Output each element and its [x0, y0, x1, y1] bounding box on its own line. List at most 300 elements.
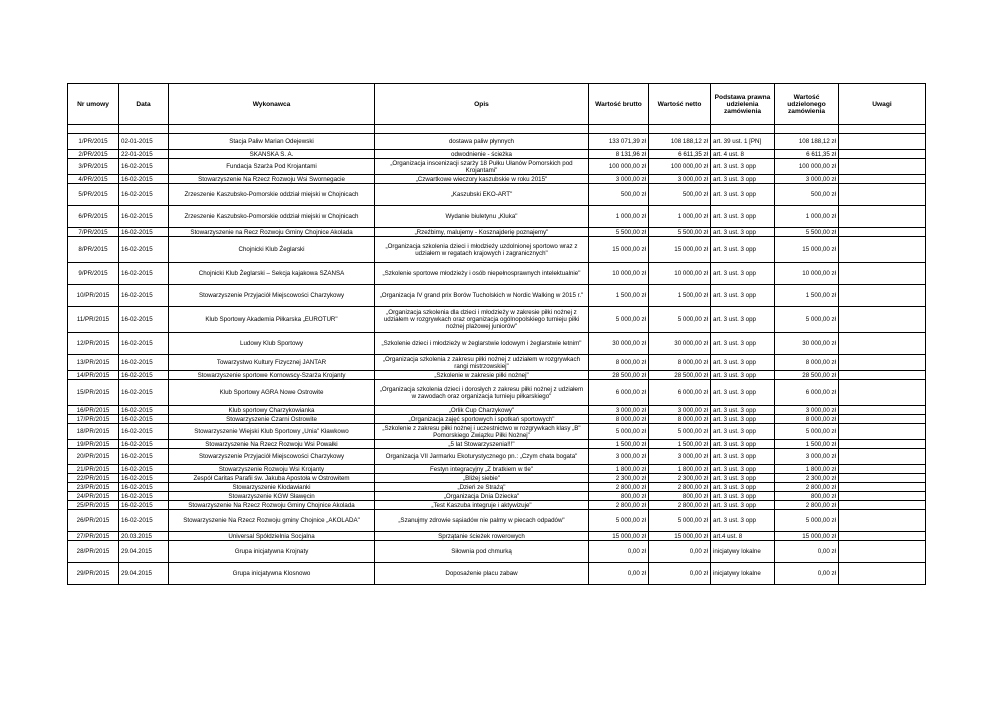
cell-wartosc-netto: 15 000,00 zł: [649, 237, 711, 263]
cell-wartosc-udzielonego: 28 500,00 zł: [775, 371, 839, 380]
cell-nr-umowy: 25/PR/2015: [68, 501, 119, 510]
table-row: [68, 532, 926, 541]
cell-uwagi: [839, 532, 926, 541]
cell-wartosc-brutto: 1 000,00 zł: [589, 206, 649, 228]
cell-nr-umowy: 19/PR/2015: [68, 440, 119, 449]
table-row: [68, 237, 926, 263]
cell-wykonawca: Stowarzyszenie Kłodawianki: [169, 483, 375, 492]
cell-podstawa-prawna: art. 3 ust. 3 opp: [711, 474, 775, 483]
cell-nr-umowy: 20/PR/2015: [68, 449, 119, 465]
cell-nr-umowy: 22/PR/2015: [68, 474, 119, 483]
cell-wartosc-netto: 1 500,00 zł: [649, 440, 711, 449]
cell-wartosc-netto: 500,00 zł: [649, 184, 711, 206]
header-opis: Opis: [375, 84, 589, 125]
cell-opis: Organizacja VII Jarmarku Ekoturystycznego pn.: „Czym chata bogata": [375, 449, 589, 465]
cell-data: 16-02-2015: [119, 424, 169, 440]
cell-opis: „Rzeźbimy, malujemy - Kosznajderię poznajemy": [375, 228, 589, 237]
cell-wykonawca: Stowarzyszenie Na Rzecz Rozwoju Wsi Swornegacie: [169, 175, 375, 184]
cell-wartosc-udzielonego: 5 000,00 zł: [775, 424, 839, 440]
cell-wartosc-brutto: 5 000,00 zł: [589, 510, 649, 532]
cell-uwagi: [839, 449, 926, 465]
cell-wartosc-udzielonego: 15 000,00 zł: [775, 237, 839, 263]
cell-podstawa-prawna: art. 3 ust. 3 opp: [711, 380, 775, 406]
cell-wykonawca: Stowarzyszenie Na Rzecz Rozwoju gminy Chojnice „AKOLADA": [169, 510, 375, 532]
cell-podstawa-prawna: art. 3 ust. 3 opp: [711, 355, 775, 371]
cell-data: 16-02-2015: [119, 355, 169, 371]
table-row: [68, 510, 926, 532]
cell-data: 16-02-2015: [119, 371, 169, 380]
cell-nr-umowy: 26/PR/2015: [68, 510, 119, 532]
cell-wartosc-brutto: 30 000,00 zł: [589, 333, 649, 355]
cell-wartosc-netto: 28 500,00 zł: [649, 371, 711, 380]
cell-wartosc-brutto: 8 000,00 zł: [589, 415, 649, 424]
cell-uwagi: [839, 424, 926, 440]
cell-opis: „Organizacja szkolenia dla dzieci i młodzieży w zakresie piłki nożnej z udziałem w rozgrywkach oraz organizacja ogólnopolskiego turnieju piłki nożnej plażowej juniorów": [375, 307, 589, 333]
table-row: [68, 263, 926, 285]
cell-wykonawca: Chojnicki Klub Żeglarski – Sekcja kajakowa SZANSA: [169, 263, 375, 285]
cell-wykonawca: Stacja Paliw Marian Odejewski: [169, 134, 375, 150]
cell-data: 16-02-2015: [119, 501, 169, 510]
cell-wartosc-brutto: 10 000,00 zł: [589, 263, 649, 285]
cell-wartosc-netto: 0,00 zł: [649, 541, 711, 563]
cell-wartosc-udzielonego: 500,00 zł: [775, 184, 839, 206]
cell-opis: „Organizacja szkolenia dzieci i dorosłych z zakresu piłki nożnej z udziałem w zawodach oraz organizacja turnieju piłkarskiego": [375, 380, 589, 406]
cell-uwagi: [839, 510, 926, 532]
cell-wartosc-udzielonego: 5 500,00 zł: [775, 228, 839, 237]
cell-nr-umowy: 17/PR/2015: [68, 415, 119, 424]
cell-wartosc-netto: 0,00 zł: [649, 563, 711, 585]
cell-nr-umowy: 29/PR/2015: [68, 563, 119, 585]
table-row: [68, 371, 926, 380]
cell-wartosc-brutto: 6 000,00 zł: [589, 380, 649, 406]
cell-opis: „Szkolenie dzieci i młodzieży w żeglarstwie lodowym i żeglarstwie letnim": [375, 333, 589, 355]
cell-opis: „Szkolenie w zakresie piłki nożnej": [375, 371, 589, 380]
cell-data: 16-02-2015: [119, 333, 169, 355]
table-row: [68, 159, 926, 175]
cell-wartosc-udzielonego: 3 000,00 zł: [775, 406, 839, 415]
cell-opis: „Orlik Cup Charzykowy": [375, 406, 589, 415]
cell-uwagi: [839, 159, 926, 175]
cell-wykonawca: Stowarzyszenie na Recz Rozwoju Gminy Chojnice Akolada: [169, 228, 375, 237]
cell-podstawa-prawna: art. 3 ust. 3 opp: [711, 371, 775, 380]
header-nr-umowy: Nr umowy: [68, 84, 119, 125]
cell-wartosc-netto: 3 000,00 zł: [649, 175, 711, 184]
cell-opis: „Czwartkowe wieczory kaszubskie w roku 2015": [375, 175, 589, 184]
cell-nr-umowy: 8/PR/2015: [68, 237, 119, 263]
cell-wartosc-brutto: 0,00 zł: [589, 541, 649, 563]
cell-wartosc-udzielonego: 30 000,00 zł: [775, 333, 839, 355]
cell-nr-umowy: 6/PR/2015: [68, 206, 119, 228]
cell-wartosc-udzielonego: 1 000,00 zł: [775, 206, 839, 228]
cell-podstawa-prawna: art. 3 ust. 3 opp: [711, 406, 775, 415]
cell-wartosc-netto: 1 500,00 zł: [649, 285, 711, 307]
cell-wykonawca: SKANSKA S. A.: [169, 150, 375, 159]
cell-wartosc-brutto: 2 800,00 zł: [589, 501, 649, 510]
cell-wykonawca: Klub Sportowy Akademia Piłkarska „EUROTUR": [169, 307, 375, 333]
cell-wykonawca: Grupa inicjatywna Klosnowo: [169, 563, 375, 585]
cell-data: 16-02-2015: [119, 406, 169, 415]
cell-opis: Doposażenie placu zabaw: [375, 563, 589, 585]
cell-uwagi: [839, 150, 926, 159]
cell-wartosc-udzielonego: 1 800,00 zł: [775, 465, 839, 474]
cell-wartosc-brutto: 15 000,00 zł: [589, 532, 649, 541]
table-row: [68, 228, 926, 237]
table-row: [68, 563, 926, 585]
cell-nr-umowy: 9/PR/2015: [68, 263, 119, 285]
cell-nr-umowy: 24/PR/2015: [68, 492, 119, 501]
cell-wartosc-brutto: 1 500,00 zł: [589, 285, 649, 307]
cell-data: 20.03.2015: [119, 532, 169, 541]
cell-nr-umowy: 4/PR/2015: [68, 175, 119, 184]
cell-wartosc-udzielonego: 3 000,00 zł: [775, 175, 839, 184]
cell-wartosc-netto: 2 300,00 zł: [649, 474, 711, 483]
cell-nr-umowy: 11/PR/2015: [68, 307, 119, 333]
cell-wykonawca: Zrzeszenie Kaszubsko-Pomorskie oddział miejski w Chojnicach: [169, 206, 375, 228]
cell-nr-umowy: 28/PR/2015: [68, 541, 119, 563]
cell-wartosc-udzielonego: 8 000,00 zł: [775, 355, 839, 371]
cell-data: 02-01-2015: [119, 134, 169, 150]
cell-data: 16-02-2015: [119, 449, 169, 465]
cell-podstawa-prawna: art. 3 ust. 3 opp: [711, 510, 775, 532]
cell-wykonawca: Stowarzyszenie Na Rzecz Rozwoju Wsi Powałki: [169, 440, 375, 449]
cell-wartosc-brutto: 100 000,00 zł: [589, 159, 649, 175]
cell-uwagi: [839, 175, 926, 184]
cell-opis: Festyn integracyjny „Z bratkiem w tle": [375, 465, 589, 474]
cell-podstawa-prawna: art. 3 ust. 3 opp: [711, 307, 775, 333]
table-row: [68, 355, 926, 371]
cell-wartosc-udzielonego: 100 000,00 zł: [775, 159, 839, 175]
contracts-sheet: [67, 83, 925, 585]
cell-uwagi: [839, 134, 926, 150]
cell-podstawa-prawna: art. 3 ust. 3 opp: [711, 415, 775, 424]
cell-data: 22-01-2015: [119, 150, 169, 159]
cell-opis: „5 lat Stowarzyszenia!!!": [375, 440, 589, 449]
cell-wartosc-brutto: 15 000,00 zł: [589, 237, 649, 263]
cell-opis: Sprzątanie ścieżek rowerowych: [375, 532, 589, 541]
cell-wykonawca: Stowarzyszenie Na Rzecz Rozwoju Gminy Chojnice Akolada: [169, 501, 375, 510]
cell-wartosc-udzielonego: 2 800,00 zł: [775, 483, 839, 492]
cell-nr-umowy: 1/PR/2015: [68, 134, 119, 150]
table-row: [68, 541, 926, 563]
cell-podstawa-prawna: art. 3 ust. 3 opp: [711, 285, 775, 307]
contracts-table: [67, 83, 926, 585]
cell-uwagi: [839, 541, 926, 563]
cell-wykonawca: Grupa inicjatywna Krojnaty: [169, 541, 375, 563]
cell-uwagi: [839, 465, 926, 474]
cell-wartosc-brutto: 5 000,00 zł: [589, 424, 649, 440]
cell-wartosc-brutto: 3 000,00 zł: [589, 406, 649, 415]
cell-wartosc-netto: 3 000,00 zł: [649, 449, 711, 465]
cell-wartosc-netto: 800,00 zł: [649, 492, 711, 501]
cell-nr-umowy: 18/PR/2015: [68, 424, 119, 440]
cell-wartosc-udzielonego: 800,00 zł: [775, 492, 839, 501]
cell-wartosc-netto: 5 000,00 zł: [649, 510, 711, 532]
cell-data: 16-02-2015: [119, 237, 169, 263]
cell-podstawa-prawna: inicjatywy lokalne: [711, 541, 775, 563]
header-wartosc-netto: Wartość netto: [649, 84, 711, 125]
cell-wartosc-udzielonego: 2 300,00 zł: [775, 474, 839, 483]
cell-opis: Wydanie biuletynu „Kluka": [375, 206, 589, 228]
cell-wartosc-netto: 15 000,00 zł: [649, 532, 711, 541]
cell-nr-umowy: 12/PR/2015: [68, 333, 119, 355]
cell-nr-umowy: 7/PR/2015: [68, 228, 119, 237]
cell-nr-umowy: 2/PR/2015: [68, 150, 119, 159]
cell-podstawa-prawna: inicjatywy lokalne: [711, 563, 775, 585]
cell-wartosc-brutto: 5 000,00 zł: [589, 307, 649, 333]
cell-uwagi: [839, 563, 926, 585]
cell-wartosc-netto: 10 000,00 zł: [649, 263, 711, 285]
cell-wykonawca: Stowarzyszenie Wiejski Klub Sportowy „Unia" Kławkowo: [169, 424, 375, 440]
cell-wartosc-udzielonego: 8 000,00 zł: [775, 415, 839, 424]
cell-podstawa-prawna: art. 3 ust. 3 opp: [711, 440, 775, 449]
cell-wartosc-brutto: 2 800,00 zł: [589, 483, 649, 492]
table-row: [68, 206, 926, 228]
table-row: [68, 333, 926, 355]
table-row: [68, 285, 926, 307]
cell-wartosc-netto: 6 611,35 zł: [649, 150, 711, 159]
cell-podstawa-prawna: art. 3 ust. 3 opp: [711, 483, 775, 492]
cell-wartosc-udzielonego: 1 500,00 zł: [775, 285, 839, 307]
cell-wartosc-netto: 1 000,00 zł: [649, 206, 711, 228]
cell-wartosc-brutto: 800,00 zł: [589, 492, 649, 501]
cell-wartosc-brutto: 0,00 zł: [589, 563, 649, 585]
cell-nr-umowy: 13/PR/2015: [68, 355, 119, 371]
spacer-row: [68, 125, 926, 134]
cell-data: 16-02-2015: [119, 380, 169, 406]
cell-podstawa-prawna: art.4 ust. 8: [711, 532, 775, 541]
cell-wartosc-netto: 8 000,00 zł: [649, 415, 711, 424]
cell-data: 29.04.2015: [119, 541, 169, 563]
cell-data: 16-02-2015: [119, 175, 169, 184]
cell-wartosc-netto: 1 800,00 zł: [649, 465, 711, 474]
cell-wartosc-brutto: 500,00 zł: [589, 184, 649, 206]
cell-podstawa-prawna: art. 3 ust. 3 opp: [711, 175, 775, 184]
cell-nr-umowy: 15/PR/2015: [68, 380, 119, 406]
cell-wykonawca: Universal Spółdzielnia Socjalna: [169, 532, 375, 541]
cell-nr-umowy: 23/PR/2015: [68, 483, 119, 492]
cell-uwagi: [839, 355, 926, 371]
cell-wykonawca: Stowarzyszenie sportowe Kornowscy-Szarża Krojanty: [169, 371, 375, 380]
cell-data: 16-02-2015: [119, 159, 169, 175]
cell-wykonawca: Stowarzyszenie Przyjaciół Miejscowości Charzykowy: [169, 449, 375, 465]
cell-uwagi: [839, 228, 926, 237]
cell-wartosc-brutto: 3 000,00 zł: [589, 449, 649, 465]
cell-uwagi: [839, 333, 926, 355]
table-row: [68, 465, 926, 474]
cell-uwagi: [839, 307, 926, 333]
cell-wartosc-netto: 2 800,00 zł: [649, 483, 711, 492]
cell-nr-umowy: 10/PR/2015: [68, 285, 119, 307]
cell-data: 16-02-2015: [119, 440, 169, 449]
cell-opis: odwodnienie - ścieżka: [375, 150, 589, 159]
cell-wartosc-netto: 5 000,00 zł: [649, 424, 711, 440]
cell-podstawa-prawna: art. 3 ust. 3 opp: [711, 228, 775, 237]
cell-wartosc-netto: 100 000,00 zł: [649, 159, 711, 175]
cell-wartosc-brutto: 28 500,00 zł: [589, 371, 649, 380]
cell-data: 16-02-2015: [119, 492, 169, 501]
cell-data: 16-02-2015: [119, 483, 169, 492]
cell-wartosc-udzielonego: 108 188,12 zł: [775, 134, 839, 150]
cell-data: 16-02-2015: [119, 263, 169, 285]
cell-podstawa-prawna: art. 3 ust. 3 opp: [711, 184, 775, 206]
cell-data: 16-02-2015: [119, 206, 169, 228]
cell-wartosc-udzielonego: 6 611,35 zł: [775, 150, 839, 159]
cell-podstawa-prawna: art. 3 ust. 3 opp: [711, 333, 775, 355]
cell-wartosc-brutto: 8 131,96 zł: [589, 150, 649, 159]
table-row: [68, 380, 926, 406]
cell-wartosc-udzielonego: 6 000,00 zł: [775, 380, 839, 406]
cell-wartosc-netto: 2 800,00 zł: [649, 501, 711, 510]
cell-data: 16-02-2015: [119, 465, 169, 474]
cell-wartosc-udzielonego: 0,00 zł: [775, 563, 839, 585]
cell-wartosc-udzielonego: 3 000,00 zł: [775, 449, 839, 465]
cell-wartosc-udzielonego: 0,00 zł: [775, 541, 839, 563]
cell-wartosc-brutto: 1 800,00 zł: [589, 465, 649, 474]
cell-uwagi: [839, 184, 926, 206]
cell-opis: „Organizacja szkolenia z zakresu piłki nożnej z udziałem w rozgrywkach rangi mistrzowskiej": [375, 355, 589, 371]
cell-nr-umowy: 16/PR/2015: [68, 406, 119, 415]
cell-opis: „Organizacja IV grand prix Borów Tucholskich w Nordic Walking w 2015 r.": [375, 285, 589, 307]
cell-uwagi: [839, 263, 926, 285]
cell-uwagi: [839, 206, 926, 228]
cell-nr-umowy: 21/PR/2015: [68, 465, 119, 474]
cell-nr-umowy: 14/PR/2015: [68, 371, 119, 380]
table-row: [68, 492, 926, 501]
cell-opis: Siłownia pod chmurką: [375, 541, 589, 563]
cell-wykonawca: Chojnicki Klub Żeglarski: [169, 237, 375, 263]
cell-nr-umowy: 3/PR/2015: [68, 159, 119, 175]
cell-opis: „Organizacja Dnia Dziecka": [375, 492, 589, 501]
header-wartosc-udzielonego: Wartość udzielonego zamówienia: [775, 84, 839, 125]
header-uwagi: Uwagi: [839, 84, 926, 125]
cell-opis: „Dzień ze Strażą": [375, 483, 589, 492]
cell-data: 16-02-2015: [119, 474, 169, 483]
cell-wartosc-udzielonego: 5 000,00 zł: [775, 510, 839, 532]
cell-wykonawca: Fundacja Szarża Pod Krojantami: [169, 159, 375, 175]
table-row: [68, 134, 926, 150]
cell-data: 16-02-2015: [119, 510, 169, 532]
cell-opis: „Szkolenie z zakresu piłki nożnej i uczestnictwo w rozgrywkach klasy „B" Pomorskiego Związku Piłki Nożnej": [375, 424, 589, 440]
cell-opis: „Organizacja szkolenia dzieci i młodzieży uzdolnionej sportowo wraz z udziałem w regatach krajowych i zagranicznych": [375, 237, 589, 263]
cell-podstawa-prawna: art. 3 ust. 3 opp: [711, 159, 775, 175]
cell-podstawa-prawna: art. 3 ust. 3 opp: [711, 465, 775, 474]
cell-podstawa-prawna: art. 4 ust. 8: [711, 150, 775, 159]
cell-wartosc-brutto: 3 000,00 zł: [589, 175, 649, 184]
header-row: [68, 84, 926, 125]
cell-wykonawca: Stowarzyszenie Czarni Ostrowite: [169, 415, 375, 424]
table-row: [68, 415, 926, 424]
cell-wartosc-brutto: 2 300,00 zł: [589, 474, 649, 483]
cell-data: 29.04.2015: [119, 563, 169, 585]
cell-wartosc-brutto: 133 071,39 zł: [589, 134, 649, 150]
table-row: [68, 184, 926, 206]
table-row: [68, 424, 926, 440]
cell-data: 16-02-2015: [119, 285, 169, 307]
header-data: Data: [119, 84, 169, 125]
cell-wykonawca: Stowarzyszenie Rozwoju Wsi Krojanty: [169, 465, 375, 474]
cell-podstawa-prawna: art. 3 ust. 3 opp: [711, 237, 775, 263]
cell-data: 16-02-2015: [119, 228, 169, 237]
cell-podstawa-prawna: art. 3 ust. 3 opp: [711, 501, 775, 510]
cell-uwagi: [839, 483, 926, 492]
cell-uwagi: [839, 237, 926, 263]
table-body: [68, 125, 926, 585]
cell-wykonawca: Zespół Caritas Parafii św. Jakuba Apostoła w Ostrowitem: [169, 474, 375, 483]
cell-wartosc-netto: 108 188,12 zł: [649, 134, 711, 150]
header-wartosc-brutto: Wartość brutto: [589, 84, 649, 125]
cell-data: 16-02-2015: [119, 307, 169, 333]
cell-podstawa-prawna: art. 3 ust. 3 opp: [711, 424, 775, 440]
cell-podstawa-prawna: art. 3 ust. 3 opp: [711, 263, 775, 285]
cell-uwagi: [839, 440, 926, 449]
cell-wartosc-udzielonego: 5 000,00 zł: [775, 307, 839, 333]
table-row: [68, 175, 926, 184]
table-row: [68, 449, 926, 465]
cell-opis: „Szkolenie sportowe młodzieży i osób niepełnosprawnych intelektualnie": [375, 263, 589, 285]
cell-wykonawca: Towarzystwo Kultury Fizycznej JANTAR: [169, 355, 375, 371]
cell-wartosc-udzielonego: 10 000,00 zł: [775, 263, 839, 285]
cell-wartosc-netto: 30 000,00 zł: [649, 333, 711, 355]
table-row: [68, 440, 926, 449]
table-row: [68, 501, 926, 510]
cell-opis: „Kaszubski EKO-ART": [375, 184, 589, 206]
cell-opis: dostawa paliw płynnych: [375, 134, 589, 150]
cell-wartosc-brutto: 5 500,00 zł: [589, 228, 649, 237]
cell-wartosc-netto: 6 000,00 zł: [649, 380, 711, 406]
cell-data: 16-02-2015: [119, 415, 169, 424]
cell-wykonawca: Zrzeszenie Kaszubsko-Pomorskie oddział miejski w Chojnicach: [169, 184, 375, 206]
table-row: [68, 474, 926, 483]
cell-uwagi: [839, 380, 926, 406]
cell-uwagi: [839, 285, 926, 307]
table-row: [68, 483, 926, 492]
cell-uwagi: [839, 415, 926, 424]
cell-podstawa-prawna: art. 3 ust. 3 opp: [711, 206, 775, 228]
cell-opis: „Test Kaszuba integruje i aktywizuje": [375, 501, 589, 510]
cell-nr-umowy: 27/PR/2015: [68, 532, 119, 541]
cell-wartosc-brutto: 1 500,00 zł: [589, 440, 649, 449]
cell-wykonawca: Klub Sportowy AGRA Nowe Ostrowite: [169, 380, 375, 406]
cell-wartosc-udzielonego: 1 500,00 zł: [775, 440, 839, 449]
cell-wykonawca: Ludowy Klub Sportowy: [169, 333, 375, 355]
cell-podstawa-prawna: art. 39 ust. 1 [PN]: [711, 134, 775, 150]
cell-opis: „Szanujmy zdrowie sąsiadów nie palmy w piecach odpadów": [375, 510, 589, 532]
cell-opis: „Bliżej siebie": [375, 474, 589, 483]
cell-uwagi: [839, 371, 926, 380]
cell-wartosc-brutto: 8 000,00 zł: [589, 355, 649, 371]
table-row: [68, 406, 926, 415]
cell-wartosc-netto: 5 500,00 zł: [649, 228, 711, 237]
header-podstawa-prawna: Podstawa prawna udzielenia zamówienia: [711, 84, 775, 125]
table-row: [68, 150, 926, 159]
cell-wartosc-netto: 8 000,00 zł: [649, 355, 711, 371]
cell-wykonawca: Klub sportowy Charzykowianka: [169, 406, 375, 415]
cell-wartosc-udzielonego: 15 000,00 zł: [775, 532, 839, 541]
cell-wartosc-netto: 3 000,00 zł: [649, 406, 711, 415]
cell-uwagi: [839, 501, 926, 510]
cell-uwagi: [839, 474, 926, 483]
header-wykonawca: Wykonawca: [169, 84, 375, 125]
cell-opis: „Organizacja inscenizacji szarży 18 Pułku Ułanów Pomorskich pod Krojantami": [375, 159, 589, 175]
cell-nr-umowy: 5/PR/2015: [68, 184, 119, 206]
cell-opis: „Organizacja zajęć sportowych i spotkań sportowych": [375, 415, 589, 424]
table-row: [68, 307, 926, 333]
cell-podstawa-prawna: art. 3 ust. 3 opp: [711, 492, 775, 501]
cell-uwagi: [839, 406, 926, 415]
cell-data: 16-02-2015: [119, 184, 169, 206]
cell-wykonawca: Stowarzyszenie Przyjaciół Miejscowości Charzykowy: [169, 285, 375, 307]
cell-podstawa-prawna: art. 3 ust. 3 opp: [711, 449, 775, 465]
